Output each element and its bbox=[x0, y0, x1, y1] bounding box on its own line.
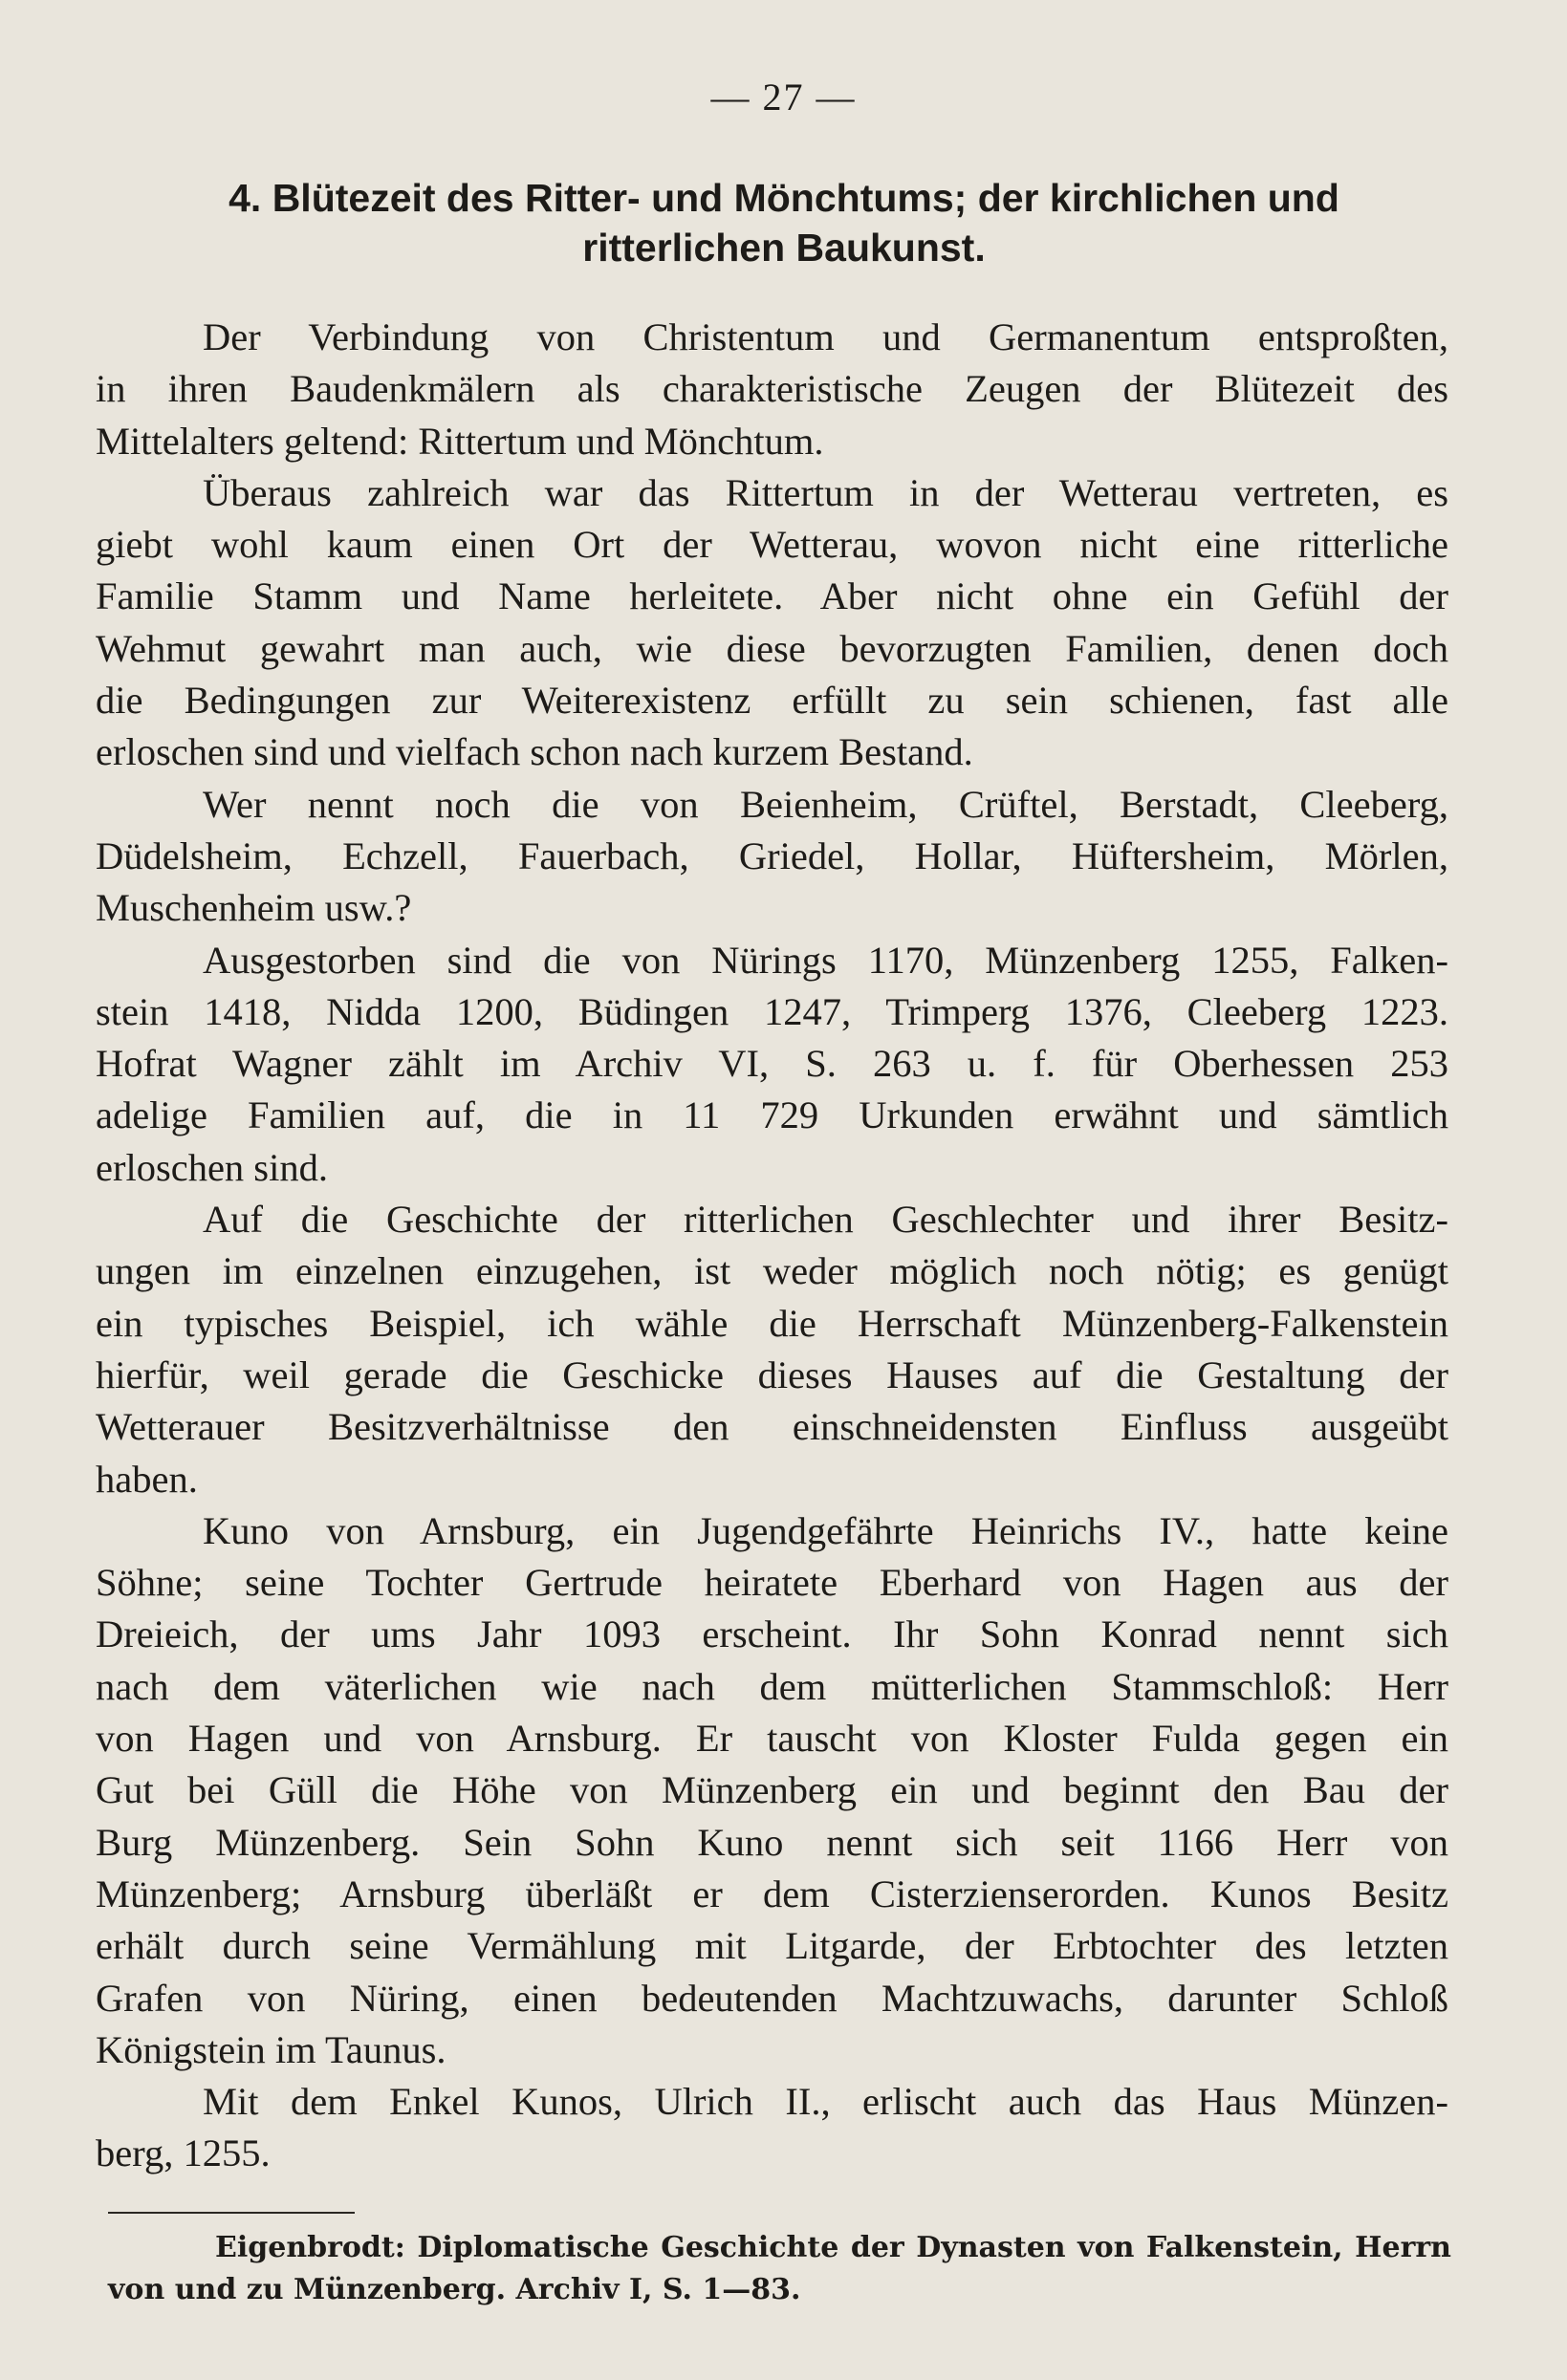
chapter-heading-line-1: 4. Blütezeit des Ritter- und Mönchtums; der kirchlichen und bbox=[229, 176, 1339, 220]
text-line: Muschenheim usw.? bbox=[96, 886, 412, 930]
text-line: stein 1418, Nidda 1200, Büdingen 1247, Trimperg 1376, Cleeberg 1223. bbox=[96, 989, 1448, 1033]
text-line: Königstein im Taunus. bbox=[96, 2027, 446, 2071]
text-line: erhält durch seine Vermählung mit Litgarde, der Erbtochter des letzten bbox=[96, 1924, 1448, 1968]
text-line: berg, 1255. bbox=[96, 2131, 271, 2175]
footnote-divider bbox=[108, 2212, 355, 2214]
body-text bbox=[96, 312, 1448, 2180]
text-line: Burg Münzenberg. Sein Sohn Kuno nennt sich seit 1166 Herr von bbox=[96, 1820, 1448, 1864]
footnote bbox=[108, 2227, 1451, 2311]
text-line: Dreieich, der ums Jahr 1093 erscheint. Ihr Sohn Konrad nennt sich bbox=[96, 1612, 1448, 1656]
text-line: Ausgestorben sind die von Nürings 1170, Münzenberg 1255, Falken- bbox=[203, 938, 1448, 982]
text-line: in ihren Baudenkmälern als charakteristische Zeugen der Blütezeit des bbox=[96, 367, 1448, 411]
page-number: — 27 — bbox=[710, 76, 857, 119]
text-line: von Hagen und von Arnsburg. Er tauscht von Kloster Fulda gegen ein bbox=[96, 1717, 1448, 1761]
text-line: Düdelsheim, Echzell, Fauerbach, Griedel, Hollar, Hüftersheim, Mörlen, bbox=[96, 833, 1448, 877]
text-line: giebt wohl kaum einen Ort der Wetterau, wovon nicht eine ritterliche bbox=[96, 523, 1448, 567]
text-line: Kuno von Arnsburg, ein Jugendgefährte Heinrichs IV., hatte keine bbox=[203, 1508, 1448, 1552]
text-line: Der Verbindung von Christentum und Germanentum entsproßten, bbox=[203, 315, 1448, 358]
text-line: erloschen sind und vielfach schon nach kurzem Bestand. bbox=[96, 730, 973, 774]
text-line: Überaus zahlreich war das Rittertum in der Wetterau vertreten, es bbox=[203, 470, 1448, 514]
text-line: Mit dem Enkel Kunos, Ulrich II., erlischt auch das Haus Münzen- bbox=[203, 2080, 1448, 2124]
text-line: Auf die Geschichte der ritterlichen Geschlechter und ihrer Besitz- bbox=[203, 1198, 1448, 1242]
text-line: Mittelalters geltend: Rittertum und Mönchtum. bbox=[96, 419, 824, 463]
text-line: Familie Stamm und Name herleitete. Aber nicht ohne ein Gefühl der bbox=[96, 574, 1448, 618]
text-line: Münzenberg; Arnsburg überläßt er dem Cisterzienserorden. Kunos Besitz bbox=[96, 1872, 1448, 1915]
text-line: Grafen von Nüring, einen bedeutenden Machtzuwachs, darunter Schloß bbox=[96, 1976, 1448, 2020]
text-line: Gut bei Güll die Höhe von Münzenberg ein und beginnt den Bau der bbox=[96, 1768, 1448, 1812]
footnote-line-1: Eigenbrodt: Diplomatische Geschichte der Dynasten von Falkenstein, Herrn bbox=[215, 2231, 1451, 2264]
text-line: adelige Familien auf, die in 11 729 Urkunden erwähnt und sämtlich bbox=[96, 1093, 1448, 1137]
text-line: Wehmut gewahrt man auch, wie diese bevorzugten Familien, denen doch bbox=[96, 626, 1448, 670]
text-line: Wetterauer Besitzverhältnisse den einschneidensten Einfluss ausgeübt bbox=[96, 1405, 1448, 1449]
chapter-heading bbox=[115, 173, 1453, 272]
text-line: die Bedingungen zur Weiterexistenz erfüllt zu sein schienen, fast alle bbox=[96, 679, 1448, 723]
text-line: Wer nennt noch die von Beienheim, Crüftel, Berstadt, Cleeberg, bbox=[203, 782, 1448, 826]
text-line: ein typisches Beispiel, ich wähle die Herrschaft Münzenberg-Falkenstein bbox=[96, 1301, 1448, 1345]
text-line: ungen im einzelnen einzugehen, ist weder möglich noch nötig; es genügt bbox=[96, 1249, 1448, 1293]
chapter-heading-line-2: ritterlichen Baukunst. bbox=[582, 226, 986, 270]
footnote-line-2: von und zu Münzenberg. Archiv I, S. 1—83. bbox=[108, 2273, 801, 2306]
text-line: Söhne; seine Tochter Gertrude heiratete Eberhard von Hagen aus der bbox=[96, 1561, 1448, 1605]
text-line: hierfür, weil gerade die Geschicke dieses Hauses auf die Gestaltung der bbox=[96, 1352, 1448, 1396]
text-line: nach dem väterlichen wie nach dem mütterlichen Stammschloß: Herr bbox=[96, 1664, 1448, 1708]
text-line: haben. bbox=[96, 1457, 198, 1501]
text-line: Hofrat Wagner zählt im Archiv VI, S. 263 u. f. für Oberhessen 253 bbox=[96, 1042, 1448, 1086]
text-line: erloschen sind. bbox=[96, 1145, 328, 1189]
